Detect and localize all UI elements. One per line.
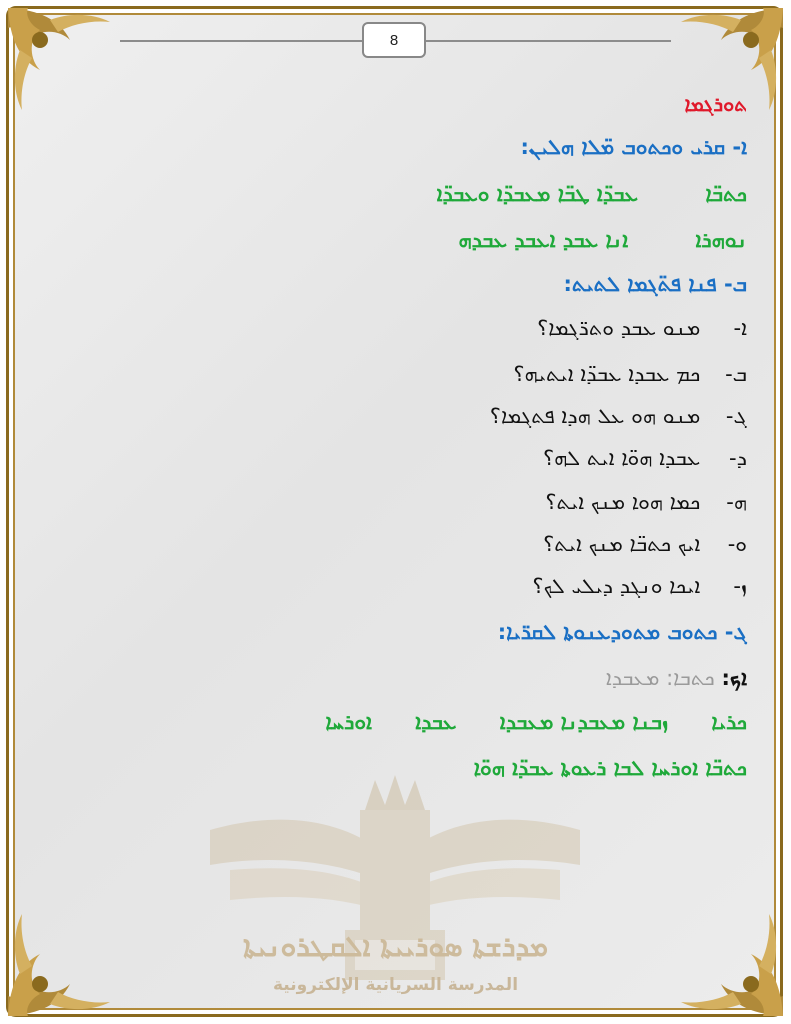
section-c-heading (498, 620, 747, 645)
section-b-text: ܦܢܐ ܦܬ̈ܓܡܐ ܠܬܝܬ: (563, 272, 717, 296)
question-label: ܐ- (733, 316, 747, 340)
watermark-emblem (200, 770, 590, 1010)
question-item (537, 316, 747, 341)
question-item (490, 404, 747, 429)
page-title: ܬܘܪܓܡܐ (684, 92, 747, 116)
section-c-text: ܟܬܘܒ ܡܬܘܕܥܢܘܬܐ ܠܩܪ̈ܝܐ: (497, 620, 718, 644)
green-row-word: ܢܘܗܪܐ (695, 228, 747, 252)
question-text: ܟܡ ܥܒܕܐ ܥܒܕ̈ܐ ܐܝܬܝܗ؟ (513, 362, 701, 386)
watermark-syriac-text: ܡܕܪܫܬܐ ܣܘܪܝܝܬܐ ܐܠܩܛܪܘܢܝܬܐ (243, 930, 548, 963)
green-row (325, 710, 747, 735)
question-item (543, 446, 747, 471)
question-label: ܙ- (733, 574, 747, 598)
question-label: ܘ- (727, 532, 747, 556)
section-b-heading (564, 272, 747, 297)
corner-ornament-top-left (0, 0, 120, 120)
green-row-word: ܐܘܪܚܐ (325, 710, 372, 734)
green-row-word: ܥܒܕܐ (415, 710, 457, 734)
green-row-phrase: ܟܬܒ̈ܐ ܐܘܪܚܐ ܠܒܐ ܪܥܘܬܐ ܥܒܕ̈ܐ ܗܘ̈ܐ (473, 756, 747, 780)
page-number: 8 (362, 22, 426, 58)
question-text: ܐܝܟܐ ܘܢܓܕ ܕܝܠܝ ܠܟ؟ (532, 574, 701, 598)
green-row-word: ܟܪܝܐ (711, 710, 747, 734)
question-label: ܒ- (725, 362, 747, 386)
question-item (543, 532, 747, 557)
green-row-word: ܟܬܒ̈ܐ (705, 182, 747, 206)
green-row (474, 756, 747, 781)
section-c-label: ܓ- (724, 620, 747, 644)
green-row-phrase: ܙܒܢܐ ܡܥܒܕܢܐ ܡܥܒܕܐ (499, 710, 669, 734)
green-row (437, 182, 747, 207)
corner-ornament-bottom-left (0, 904, 120, 1024)
section-a-label: ܐ- (732, 135, 747, 159)
section-a-text: ܩܪܝ ܘܟܬܘܒ ܡ̈ܠܐ ܗܠܝܢ: (520, 135, 726, 159)
question-text: ܐܝܟ ܟܬܒ̈ܐ ܡܢܟ ܐܝܬ؟ (543, 532, 701, 556)
question-label: ܕ- (729, 446, 747, 470)
watermark-arabic-text: المدرسة السريانية الإلكترونية (272, 975, 519, 995)
section-b-label: ܒ- (723, 272, 747, 296)
example-text: ܟܬܒܐ: ܡܥܒܕܐ (605, 666, 715, 690)
green-row (459, 228, 747, 253)
question-item (545, 490, 747, 515)
green-row-phrase: ܐܢܐ ܥܒܕ ܐܥܒܕ ܥܒܕܗ (458, 228, 629, 252)
question-text: ܡܢܘ ܗܘ ܥܠ ܗܕܐ ܦܬܓܡܐ؟ (489, 404, 701, 428)
section-a-heading (520, 135, 747, 160)
example-label: ܐܟ: (721, 666, 747, 690)
question-label: ܗ- (726, 490, 747, 514)
example-line (606, 666, 747, 691)
question-text: ܡܢܘ ܥܒܕ ܘܬܪ̈ܓܡܐ؟ (537, 316, 701, 340)
corner-ornament-bottom-right (671, 904, 791, 1024)
green-row-phrase: ܥܒܕ̈ܐ ܛܒ̈ܐ ܡܥܒܕ̈ܐ ܘܥܒܕ̈ܐ (436, 182, 639, 206)
question-text: ܥܒܕܐ ܗܘ̈ܐ ܐܝܬ ܠܗ؟ (543, 446, 701, 470)
question-item (532, 574, 747, 599)
question-text: ܟܡܐ ܗܘܐ ܡܢܟ ܐܝܬ؟ (545, 490, 701, 514)
question-item (513, 362, 747, 387)
question-label: ܓ- (725, 404, 747, 428)
